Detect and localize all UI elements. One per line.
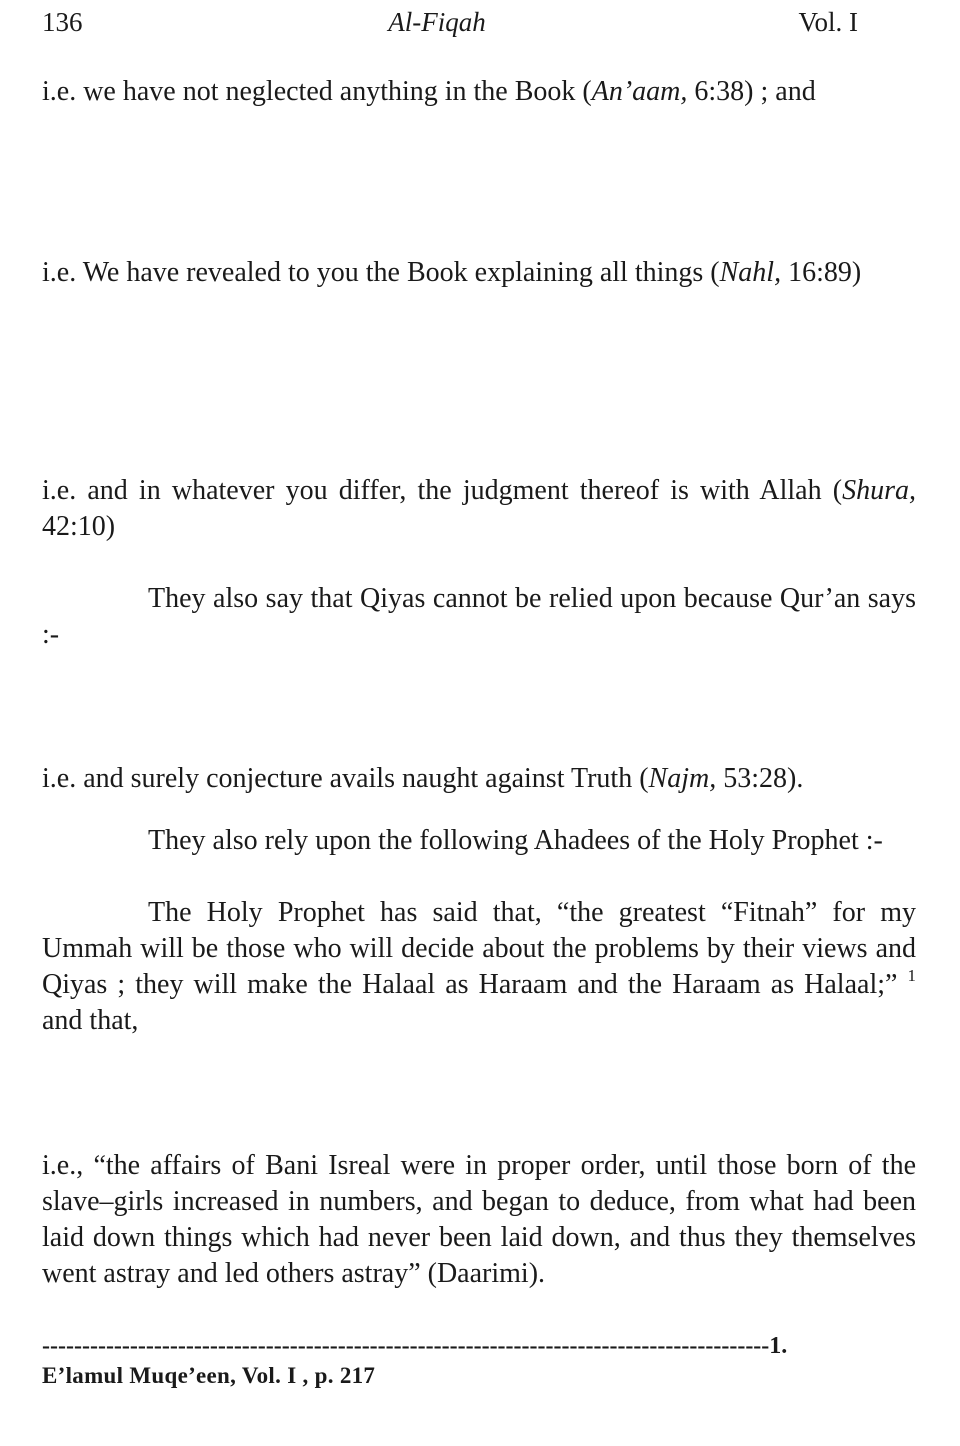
paragraph-text: The Holy Prophet has said that, “the greatest “Fitnah” for my Ummah will be those who will decide about the problems by their views and Qiyas ; they will make the Halaal as Haraam and the Haraam as Halaal;” xyxy=(42,897,916,1000)
paragraph-text: i.e. we have not neglected anything in the Book ( xyxy=(42,76,592,107)
paragraph-text: i.e. We have revealed to you the Book explaining all things ( xyxy=(42,257,720,288)
volume-label: Vol. I xyxy=(798,7,858,37)
paragraph-text: i.e. and surely conjecture avails naught against Truth ( xyxy=(42,763,649,794)
footnote-citation: E’lamul Muqe’een, Vol. I , p. 217 xyxy=(42,1363,376,1388)
paragraph-bani-isreal: i.e., “the affairs of Bani Isreal were in proper order, until those born of the slave–girls increased in numbers, and began to deduce, from what had been laid down things which had never been laid down, and thus they themselves went astray and led others astray” (Daarimi). xyxy=(42,1150,916,1289)
paragraph-text: 53:28). xyxy=(716,763,804,794)
paragraph-text: 42:10) xyxy=(42,511,116,542)
paragraph-text: 16:89) xyxy=(781,257,862,288)
surah-reference: An’aam, xyxy=(591,76,688,107)
paragraph-anaam xyxy=(42,74,916,110)
paragraph-text: 6:38) ; and xyxy=(687,76,816,107)
paragraph-nahl xyxy=(42,255,916,291)
paragraph-text: i.e. and in whatever you differ, the judgment thereof is with Allah ( xyxy=(42,475,843,506)
footnote-marker: 1 xyxy=(907,966,917,985)
paragraph-najm xyxy=(42,761,916,797)
paragraph-shura xyxy=(42,473,916,545)
page-number: 136 xyxy=(42,7,83,37)
paragraph-text: and that, xyxy=(42,1005,139,1036)
paragraph-qiyas-claim: They also say that Qiyas cannot be relied upon because Qur’an says :- xyxy=(42,583,916,650)
paragraph-hadith-fitnah xyxy=(42,895,916,1039)
footnote-separator: -------------------------------------------------------------------------------------------1. xyxy=(42,1333,788,1359)
surah-reference: Nahl, xyxy=(719,257,782,288)
paragraph-ahadees-intro: They also rely upon the following Ahadees of the Holy Prophet :- xyxy=(148,825,883,856)
surah-reference: Shura, xyxy=(842,475,916,506)
page-header xyxy=(42,4,862,40)
running-title: Al-Fiqah xyxy=(388,7,486,37)
surah-reference: Najm, xyxy=(648,763,717,794)
